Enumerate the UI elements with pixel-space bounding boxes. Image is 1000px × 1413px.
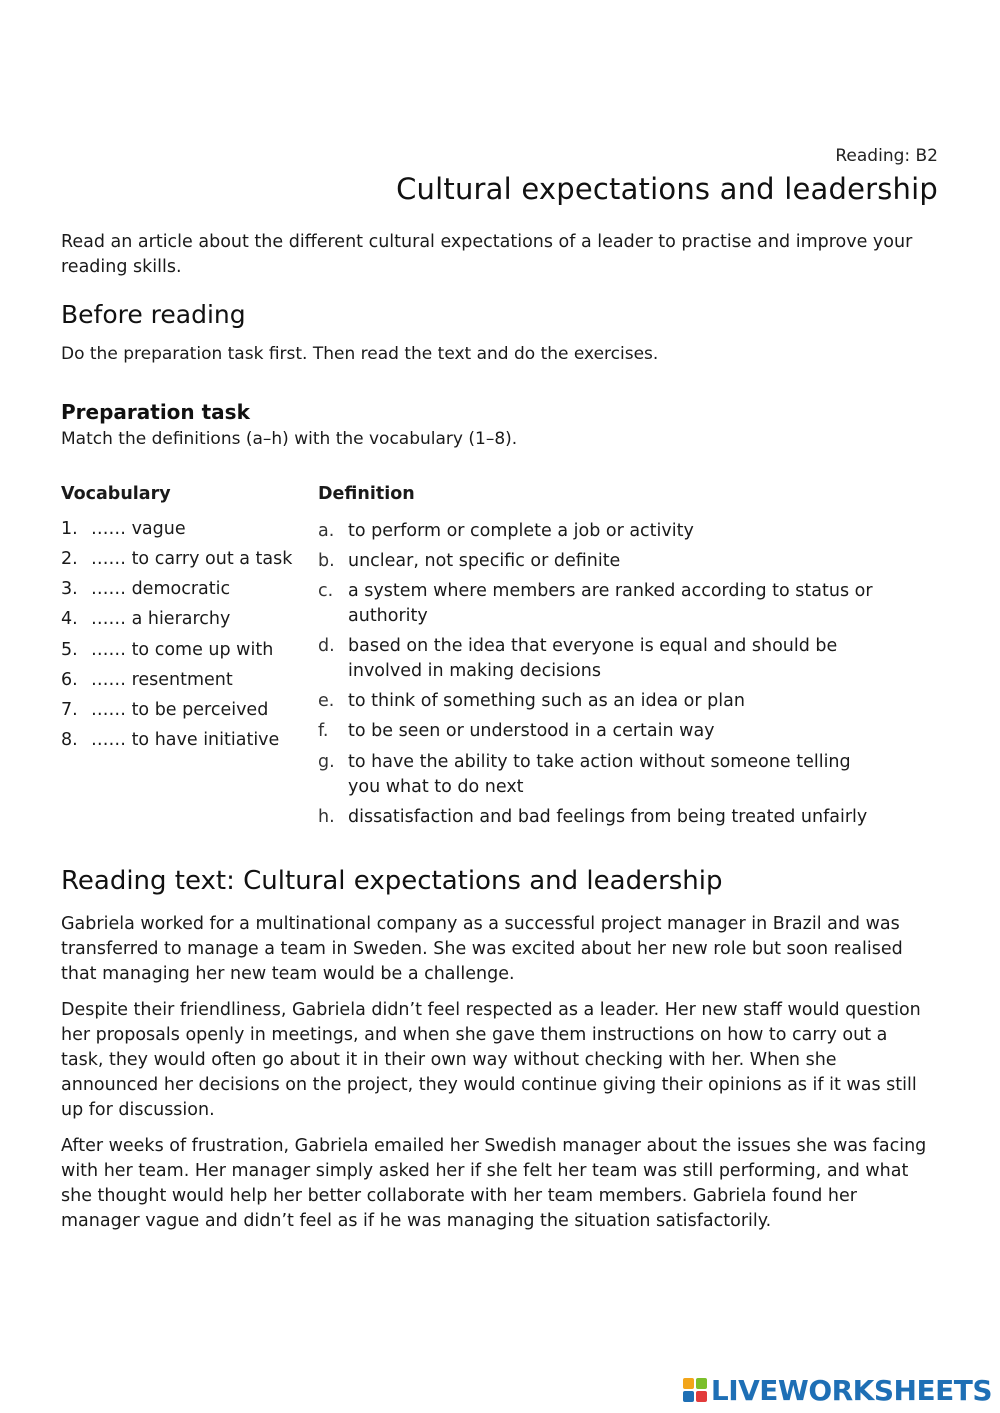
reading-paragraph: Despite their friendliness, Gabriela didn’t feel respected as a leader. Her new staff would question her proposals openly in meetings, and when she gave them instructions on how to carry out a task, they would often go about it in their own way without checking with her. When she announced her decisions on the project, they would continue giving their opinions as if it was still up for discussion. xyxy=(61,1000,921,1120)
vocab-item xyxy=(61,609,230,629)
vocab-number: 1. xyxy=(61,519,78,539)
definition-text: unclear, not specific or definite xyxy=(348,551,621,571)
vocabulary-header: Vocabulary xyxy=(61,484,171,504)
definition-text: a system where members are ranked according to status or authority xyxy=(348,581,873,626)
before-reading-instruction: Do the preparation task first. Then read the text and do the exercises. xyxy=(61,344,659,364)
definition-letter: b. xyxy=(318,551,335,571)
vocab-number: 3. xyxy=(61,579,78,599)
logo-square xyxy=(696,1378,707,1389)
definition-item xyxy=(318,579,918,629)
definition-item xyxy=(318,805,918,830)
logo-square xyxy=(683,1378,694,1389)
definition-item xyxy=(318,750,918,800)
definition-item xyxy=(318,549,918,574)
vocab-text: …… vague xyxy=(91,519,186,539)
vocab-number: 7. xyxy=(61,700,78,720)
vocab-item xyxy=(61,579,230,599)
definition-item xyxy=(318,719,918,744)
vocab-text: …… to be perceived xyxy=(91,700,269,720)
definition-item xyxy=(318,519,918,544)
definition-letter: g. xyxy=(318,752,335,772)
definition-text: based on the idea that everyone is equal and should be involved in making decisions xyxy=(348,636,838,681)
logo-text: LIVEWORKSHEETS xyxy=(710,1373,992,1407)
reading-text xyxy=(61,912,931,1245)
preparation-heading: Preparation task xyxy=(61,400,250,424)
definition-text: to perform or complete a job or activity xyxy=(348,521,694,541)
vocab-item xyxy=(61,549,292,569)
definition-text: dissatisfaction and bad feelings from being treated unfairly xyxy=(348,807,868,827)
definition-text: to be seen or understood in a certain way xyxy=(348,721,715,741)
preparation-instruction: Match the definitions (a–h) with the vocabulary (1–8). xyxy=(61,429,518,449)
reading-heading: Reading text: Cultural expectations and leadership xyxy=(61,866,723,896)
vocab-item xyxy=(61,700,268,720)
vocab-text: …… resentment xyxy=(91,670,233,690)
vocab-number: 4. xyxy=(61,609,78,629)
definition-letter: d. xyxy=(318,636,335,656)
intro-text: Read an article about the different cultural expectations of a leader to practise and improve your reading skills. xyxy=(61,232,913,277)
definition-text: to have the ability to take action without someone telling you what to do next xyxy=(348,752,851,797)
vocab-number: 6. xyxy=(61,670,78,690)
page-title: Cultural expectations and leadership xyxy=(396,172,938,206)
definition-letter: a. xyxy=(318,521,335,541)
vocab-text: …… to have initiative xyxy=(91,730,280,750)
definition-letter: f. xyxy=(318,721,329,741)
vocab-text: …… a hierarchy xyxy=(91,609,231,629)
definition-header: Definition xyxy=(318,484,415,504)
vocab-number: 8. xyxy=(61,730,78,750)
logo-square xyxy=(683,1391,694,1402)
vocab-item xyxy=(61,730,279,750)
level-label: Reading: B2 xyxy=(835,146,938,166)
definition-item xyxy=(318,689,918,714)
logo-squares-icon xyxy=(683,1378,707,1402)
vocab-text: …… democratic xyxy=(91,579,231,599)
vocab-text: …… to carry out a task xyxy=(91,549,293,569)
definition-text: to think of something such as an idea or plan xyxy=(348,691,745,711)
definition-letter: h. xyxy=(318,807,335,827)
definition-letter: c. xyxy=(318,581,334,601)
vocab-item xyxy=(61,519,186,539)
vocab-item xyxy=(61,640,273,660)
reading-paragraph: After weeks of frustration, Gabriela emailed her Swedish manager about the issues she was facing with her team. Her manager simply asked her if she felt her team was still performing, and what she thought would help her better collaborate with her team members. Gabriela found her manager vague and didn’t feel as if he was managing the situation satisfactorily. xyxy=(61,1136,927,1231)
definition-item xyxy=(318,634,918,684)
before-reading-heading: Before reading xyxy=(61,300,246,329)
vocab-text: …… to come up with xyxy=(91,640,274,660)
vocab-number: 2. xyxy=(61,549,78,569)
logo-square xyxy=(696,1391,707,1402)
vocab-number: 5. xyxy=(61,640,78,660)
liveworksheets-logo[interactable] xyxy=(683,1372,992,1408)
reading-paragraph: Gabriela worked for a multinational company as a successful project manager in Brazil and was transferred to manage a team in Sweden. She was excited about her new role but soon realised that managing her new team would be a challenge. xyxy=(61,914,903,984)
definition-letter: e. xyxy=(318,691,335,711)
vocab-item xyxy=(61,670,233,690)
